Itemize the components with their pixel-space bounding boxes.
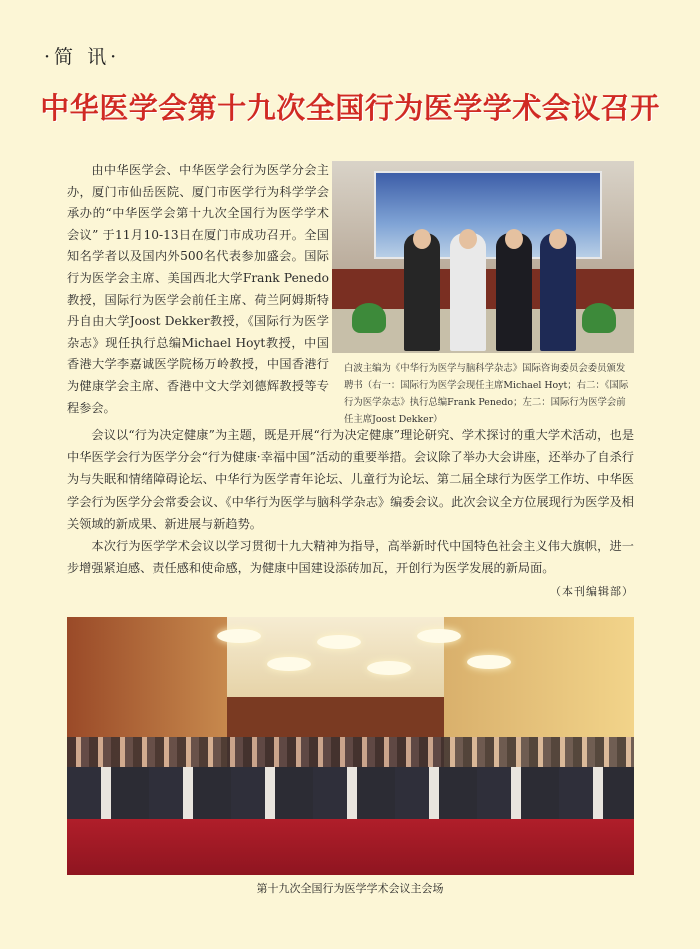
body-paragraph: 本次行为医学学术会议以学习贯彻十九大精神为指导，高举新时代中国特色社会主义伟大旗帜，进一步增强紧迫感、责任感和使命感，为健康中国建设添砖加瓦，开创行为医学发展的新局面。 <box>67 539 634 576</box>
body-paragraph: 会议以“行为决定健康”为主题，既是开展“行为决定健康”理论研究、学术探讨的重大学术活动，也是中华医学会行为医学分会“行为健康·幸福中国”活动的重要举措。会议除了举办大会讲座，还举办了自杀行为与失眠和情绪障碍论坛、中华行为医学青年论坛、儿童行为论坛、第二届全球行为医学工作坊、中华医学会行为医学分会常委会议、《中华行为医学与脑科学杂志》编委会议。此次会议全方位展现行为医学及相关领域的新成果、新进展与新趋势。 <box>67 428 634 531</box>
section-label: ·简 讯· <box>44 46 121 68</box>
main-venue-photo <box>67 617 634 875</box>
article-headline: 中华医学会第十九次全国行为医学学术会议召开 <box>40 91 660 125</box>
venue-photo-caption: 第十九次全国行为医学学术会议主会场 <box>256 882 444 895</box>
award-photo-caption: 白波主编为《中华行为医学与脑科学杂志》国际咨询委员会委员颁发聘书（右一：国际行为医学会现任主席Michael Hoyt；右二：《国际行为医学杂志》执行总编Frank Penedo；左二：国际行为医学会前任主席Joost Dekker） <box>344 363 629 425</box>
editorial-credit: （本刊编辑部） <box>550 585 634 598</box>
article-body <box>67 424 634 579</box>
intro-paragraph: 由中华医学会、中华医学会行为医学分会主办，厦门市仙岳医院、厦门市医学行为科学学会承办的“中华医学会第十九次全国行为医学学术会议” 于11月10-13日在厦门市成功召开。全国知名学者以及国内外500名代表参加盛会。国际行为医学会主席、美国西北大学Frank Penedo教授，国际行为医学会前任主席、荷兰阿姆斯特丹自由大学Joost Dekker教授，《国际行为医学杂志》现任执行总编Michael Hoyt教授，中国香港大学李嘉诚医学院杨万岭教授，中国香港行为健康学会主席、香港中文大学刘德辉教授等专程参会。 <box>67 163 329 415</box>
award-ceremony-photo <box>332 161 634 353</box>
intro-column <box>67 160 329 419</box>
